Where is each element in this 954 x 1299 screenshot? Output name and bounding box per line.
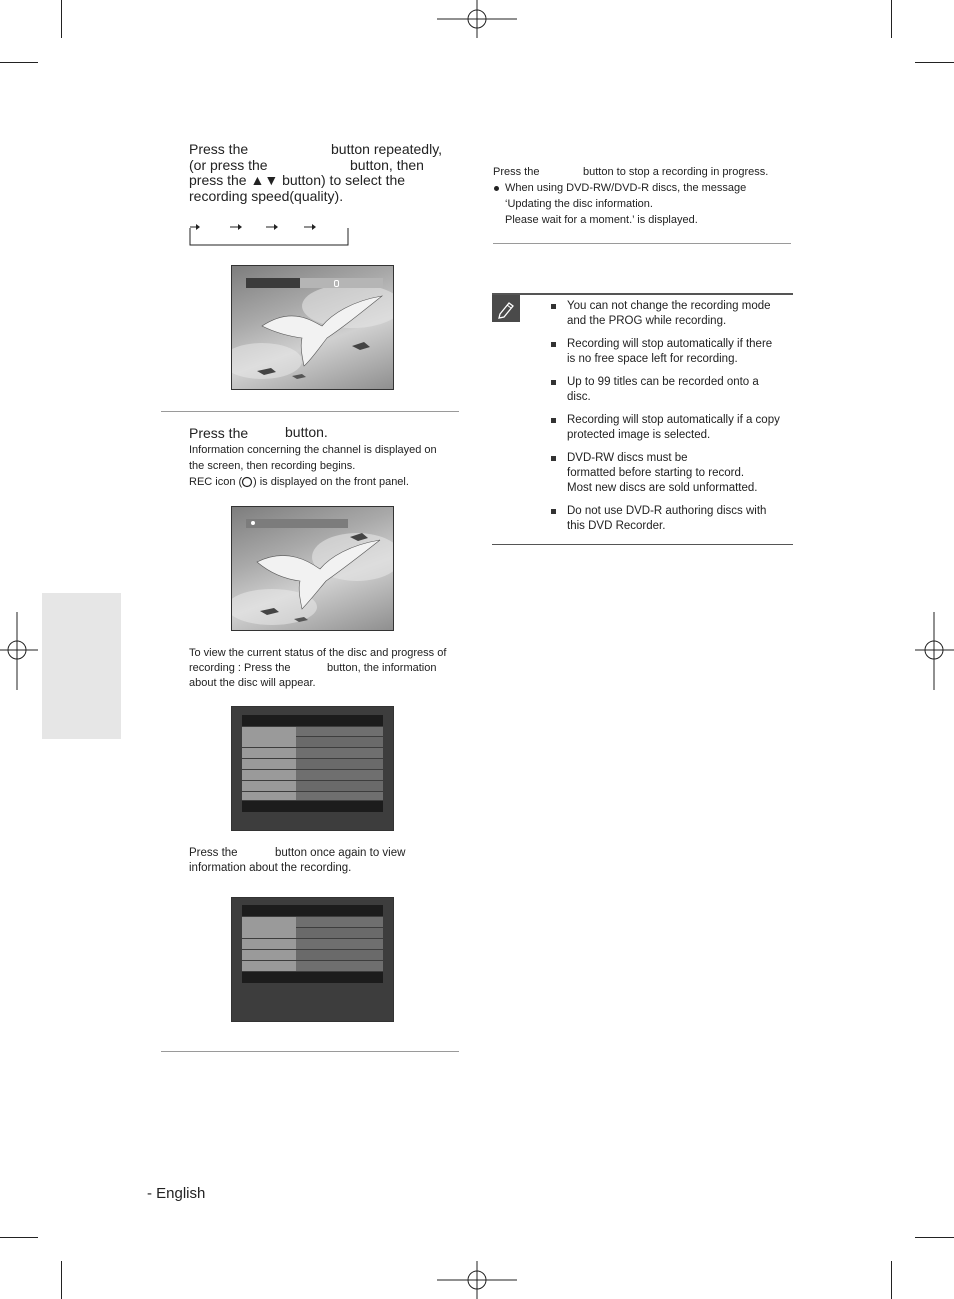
step2-title-a: Press the (189, 425, 249, 441)
bullet-square (551, 342, 556, 347)
note-item (550, 337, 795, 375)
stop-bullet2: ‘Updating the disc information. (505, 198, 653, 210)
note-item (550, 375, 795, 413)
status-line1: To view the current status of the disc and progress of (189, 647, 447, 659)
step1-line1b: button repeatedly, (331, 141, 443, 157)
again-line1a: Press the (189, 847, 238, 859)
note-line: DVD-RW discs must be (567, 452, 688, 464)
note-line: Do not use DVD-R authoring discs with (567, 505, 767, 517)
pencil-note-icon (492, 295, 520, 322)
recording-info-screen (231, 897, 394, 1022)
note-line: Most new discs are sold unformatted. (567, 482, 758, 494)
disc-info-screen (231, 706, 394, 831)
step2-title-b: button. (285, 424, 328, 440)
step1-line2a: (or press the (189, 156, 268, 173)
note-line: this DVD Recorder. (567, 520, 666, 532)
step2-desc3b: ) is displayed on the front panel. (253, 476, 409, 488)
right-arrow-icon (190, 224, 200, 230)
step2-desc2: the screen, then recording begins. (189, 460, 356, 472)
stop-bullet1: When using DVD-RW/DVD-R discs, the message (505, 182, 747, 194)
note-item (550, 413, 795, 451)
stop-bullet3: Please wait for a moment.’ is displayed. (505, 214, 698, 226)
right-arrow-icon (230, 224, 242, 230)
step1-line2b: button, then (350, 156, 424, 173)
note-line: Up to 99 titles can be recorded onto a (567, 376, 759, 388)
footer-language: - English (147, 1185, 206, 1202)
crop-mark (891, 0, 892, 38)
bullet-square (551, 456, 556, 461)
note-line: You can not change the recording mode (567, 300, 771, 312)
step1-line4: recording speed(quality). (189, 187, 344, 204)
bullet-square (551, 380, 556, 385)
stop-line1b: button to stop a recording in progress. (583, 166, 769, 178)
crop-mark (61, 0, 62, 38)
registration-mark (0, 612, 38, 690)
stop-line1a: Press the (493, 166, 540, 178)
bullet-square (551, 418, 556, 423)
step2-desc3a: REC icon ( (189, 476, 243, 488)
registration-mark (437, 0, 517, 38)
bullet-dot (494, 186, 499, 191)
section-divider (493, 243, 791, 244)
step2-desc (189, 442, 459, 490)
note-line: and the PROG while recording. (567, 315, 727, 327)
section-divider (161, 411, 459, 412)
rec-circle-icon (241, 476, 253, 488)
stop-text (493, 164, 793, 228)
again-text (189, 846, 459, 876)
status-line2a: recording : Press the (189, 662, 291, 674)
registration-mark (915, 612, 954, 690)
crop-mark (915, 1237, 954, 1238)
note-line: protected image is selected. (567, 429, 711, 441)
note-item (550, 504, 795, 536)
crop-mark (0, 1237, 38, 1238)
again-line1b: button once again to view (275, 847, 406, 859)
crop-mark (61, 1261, 62, 1299)
bullet-square (551, 304, 556, 309)
recording-speed-screen (231, 265, 394, 390)
bullet-square (551, 509, 556, 514)
info-bar (246, 519, 348, 528)
section-side-tab (42, 593, 121, 739)
notes-bottom-rule (492, 544, 793, 545)
registration-mark (437, 1261, 517, 1299)
recording-start-screen (231, 506, 394, 631)
speed-bar (246, 278, 383, 288)
crop-mark (0, 62, 38, 63)
section-divider (161, 1051, 459, 1052)
note-line: Recording will stop automatically if a copy (567, 414, 780, 426)
right-arrow-icon (304, 224, 316, 230)
step1-line3: press the ▲▼ button) to select the (189, 172, 406, 188)
step1-line1a: Press the (189, 141, 249, 157)
speed-cycle-diagram (188, 220, 352, 248)
step1-text (189, 142, 459, 204)
right-arrow-icon (266, 224, 278, 230)
step2-title (189, 425, 459, 441)
note-item (550, 299, 795, 337)
step2-desc1: Information concerning the channel is displayed on (189, 444, 437, 456)
status-line3: about the disc will appear. (189, 677, 316, 689)
note-line: formatted before starting to record. (567, 467, 745, 479)
note-line: Recording will stop automatically if there (567, 338, 773, 350)
note-line: disc. (567, 391, 591, 403)
notes-list (550, 299, 795, 536)
note-item (550, 451, 795, 504)
status-text (189, 646, 459, 691)
again-line2: information about the recording. (189, 862, 352, 874)
crop-mark (891, 1261, 892, 1299)
crop-mark (915, 62, 954, 63)
status-line2b: button, the information (327, 662, 437, 674)
note-line: is no free space left for recording. (567, 353, 738, 365)
notes-top-rule (492, 293, 793, 295)
